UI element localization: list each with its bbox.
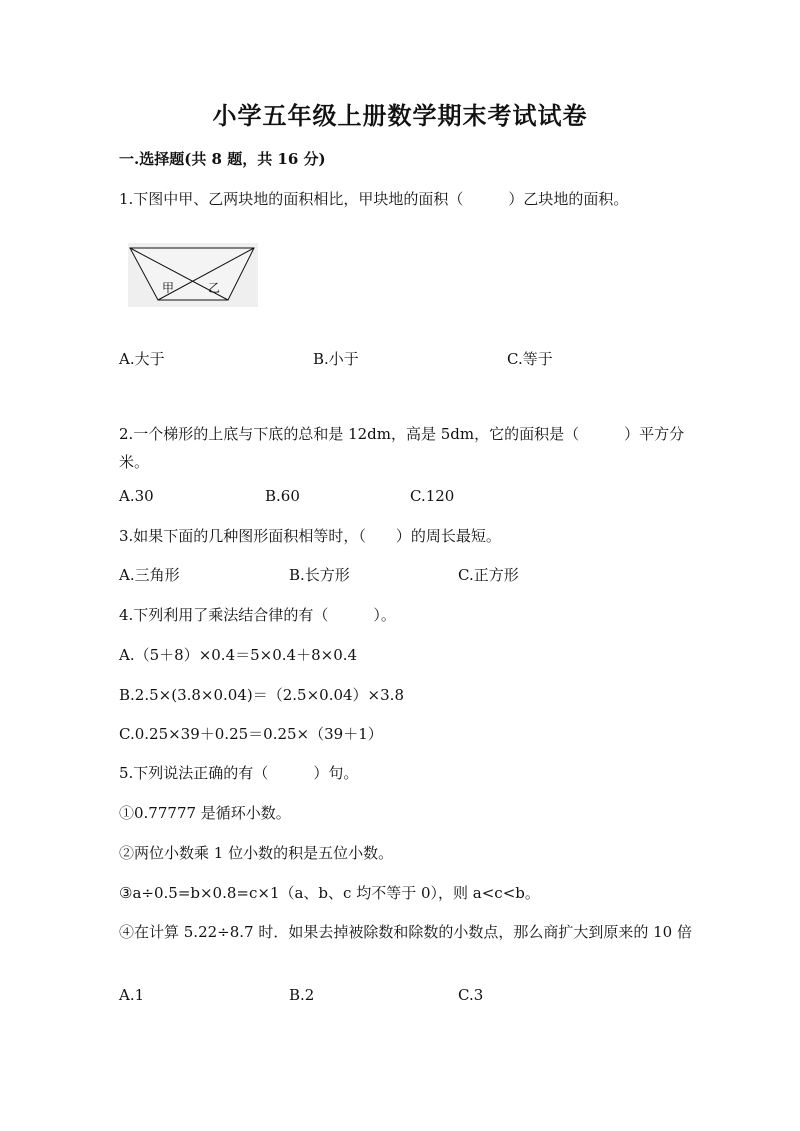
question-1-text: 1.下图中甲、乙两块地的面积相比，甲块地的面积（ ）乙块地的面积。 bbox=[119, 190, 629, 208]
question-2-text: 2.一个梯形的上底与下底的总和是 12dm，高是 5dm，它的面积是（ ）平方分米。 bbox=[119, 425, 685, 471]
q5-statement-3: ③a÷0.5=b×0.8=c×1（a、b、c 均不等于 0），则 a<c<b。 bbox=[119, 884, 540, 902]
q5-statement-1: ①0.77777 是循环小数。 bbox=[119, 804, 291, 822]
question-3-text: 3.如果下面的几种图形面积相等时，（ ）的周长最短。 bbox=[119, 527, 501, 545]
q1-option-a: A.大于 bbox=[119, 350, 165, 368]
question-5-text: 5.下列说法正确的有（ ）句。 bbox=[119, 764, 359, 782]
q3-option-c: C.正方形 bbox=[458, 566, 519, 584]
q4-option-a: A.（5＋8）×0.4＝5×0.4＋8×0.4 bbox=[119, 646, 358, 664]
q5-option-b: B.2 bbox=[289, 986, 315, 1004]
trapezoid-figure bbox=[128, 243, 258, 307]
page-title: 小学五年级上册数学期末考试试卷 bbox=[212, 101, 588, 130]
q1-option-b: B.小于 bbox=[313, 350, 359, 368]
figure-label-jia: 甲 bbox=[162, 281, 175, 295]
q5-statement-4: ④在计算 5.22÷8.7 时．如果去掉被除数和除数的小数点，那么商扩大到原来的 10 倍 bbox=[119, 923, 692, 941]
q5-option-c: C.3 bbox=[458, 986, 484, 1004]
q2-option-b: B.60 bbox=[265, 487, 300, 505]
question-4-text: 4.下列利用了乘法结合律的有（ ）。 bbox=[119, 606, 396, 624]
q3-option-a: A.三角形 bbox=[119, 566, 180, 584]
q5-statement-2: ②两位小数乘 1 位小数的积是五位小数。 bbox=[119, 844, 394, 862]
q4-option-c: C.0.25×39＋0.25＝0.25×（39＋1） bbox=[119, 725, 383, 743]
figure-label-yi: 乙 bbox=[208, 281, 221, 295]
q1-option-c: C.等于 bbox=[507, 350, 553, 368]
q3-option-b: B.长方形 bbox=[289, 566, 350, 584]
q2-option-a: A.30 bbox=[119, 487, 154, 505]
q2-option-c: C.120 bbox=[410, 487, 455, 505]
section-heading: 一.选择题(共 8 题，共 16 分) bbox=[119, 150, 326, 168]
q4-option-b: B.2.5×(3.8×0.04)＝（2.5×0.04）×3.8 bbox=[119, 686, 404, 704]
q5-option-a: A.1 bbox=[119, 986, 145, 1004]
